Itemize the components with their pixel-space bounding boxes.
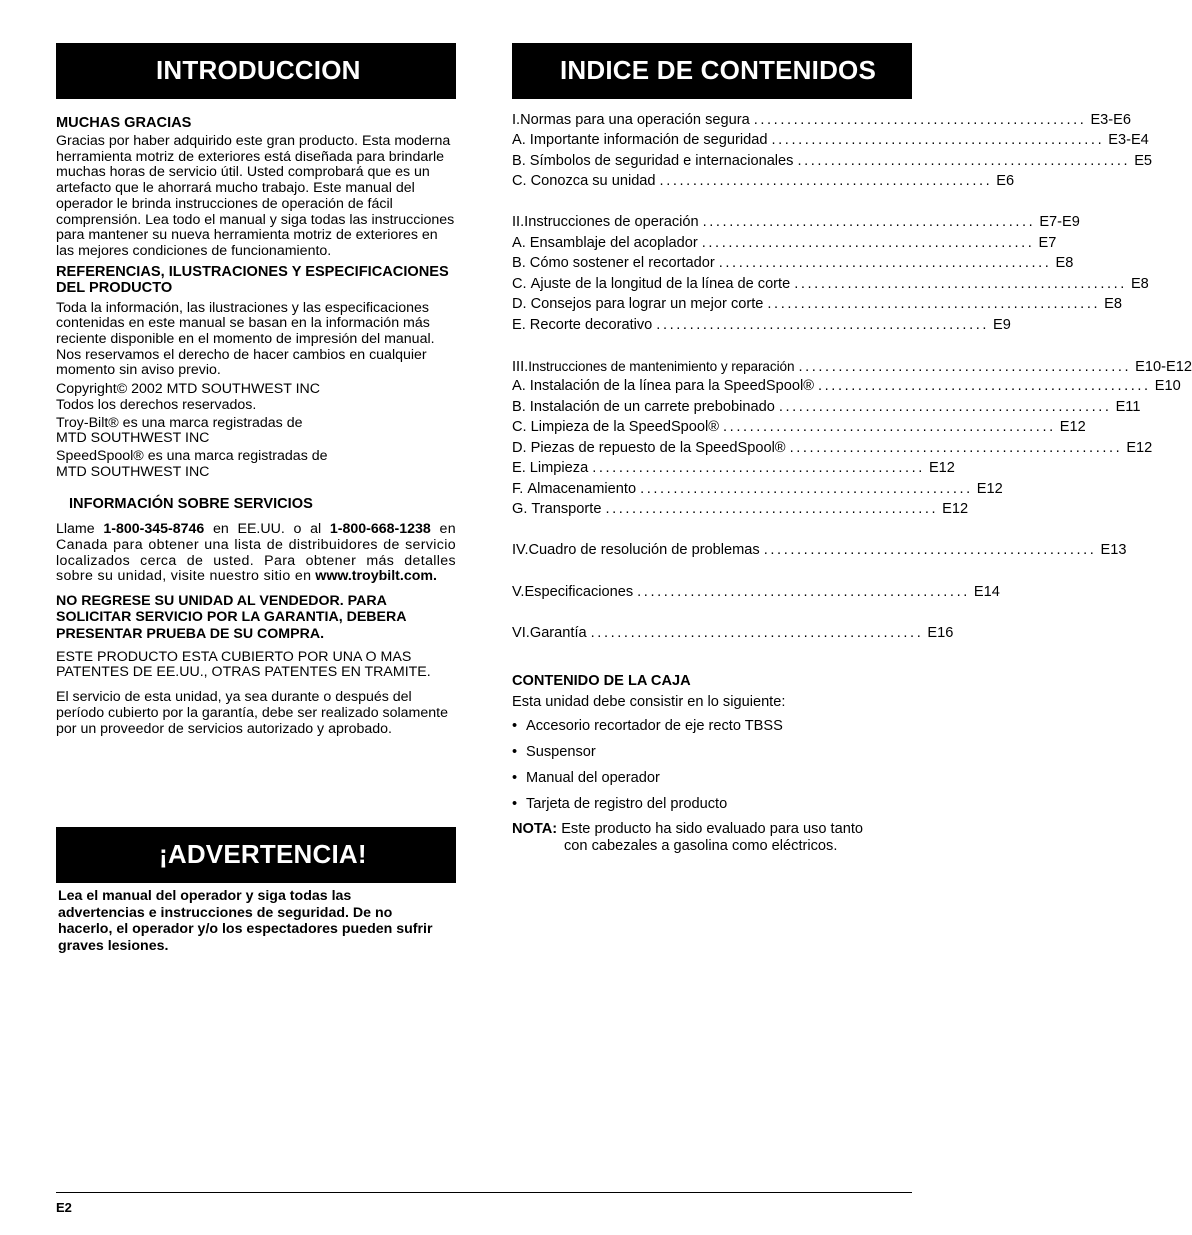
toc-entry-letter: E. [512,317,526,333]
toc-leader-dots: .................................................. [590,625,924,641]
toc-entry-letter: G. [512,501,528,517]
service-heading: INFORMACIÓN SOBRE SERVICIOS [69,496,313,513]
toc-entry [512,419,1086,438]
toc-entry-number: V. [512,584,525,600]
toc-entry-letter: A. [512,132,526,148]
toc-entry-page: E13 [1100,542,1127,558]
service-body [56,522,456,585]
speedspool-trademark [56,449,456,480]
toc-entry-label: Almacenamiento [527,481,637,497]
toc-entry-label: Recorte decorativo [529,317,653,333]
toc-leader-dots: .................................................. [605,501,939,517]
toc-entry-page: E7 [1038,235,1057,251]
toc-entry [512,542,1127,561]
list-item [512,796,912,813]
toc-entry [512,481,1003,500]
toc-entry [512,132,1149,151]
advertencia-section [56,827,456,883]
toc-entry-letter: A. [512,235,526,251]
toc-entry [512,235,1057,254]
bullet-icon: • [512,744,518,760]
toc-entry-page: E3-E4 [1108,132,1149,148]
toc-entry [512,214,1080,233]
toc-entry [512,399,1141,418]
troybilt-trademark [56,416,456,447]
toc-entry-page: E8 [1130,276,1149,292]
toc-entry-number: III. [512,359,529,375]
toc-entry [512,173,1015,192]
toc-entry-page: E6 [996,173,1015,189]
toc-entry-letter: C. [512,173,527,189]
note-line1: Este producto ha sido evaluado para uso tanto [561,821,864,837]
toc-entry-label: Normas para una operación segura [520,112,750,128]
toc-leader-dots: .................................................. [718,255,1052,271]
toc-entry-page: E8 [1104,296,1122,312]
toc-entry-label: Cuadro de resolución de problemas [528,542,760,558]
toc-entry-page: E9 [993,317,1011,333]
toc-entry-page: E12 [1126,440,1153,456]
bullet-icon: • [512,718,518,734]
note-line2: con cabezales a gasolina como eléctricos. [564,838,838,854]
toc-entry-page: E12 [942,501,969,517]
thanks-body: Gracias por haber adquirido este gran producto. Esta moderna herramienta motriz de exteriores está diseñada para brindarle muchas horas de servicio útil. Usted comprobará que es un artefacto que le ahorrará mucho trabajo. Este manual del operador le brinda instrucciones de operación de fácil comprensión. Lea todo el manual y siga todas las instrucciones para mantener su nueva herramienta motriz de exteriores en las mejores condiciones de funcionamiento. [56,133,455,259]
copyright-text: Copyright© 2002 MTD SOUTHWEST INC [56,381,321,398]
toc-leader-dots: .................................................. [797,153,1131,169]
toc-entry-label: Garantía [529,625,587,641]
toc-entry-label: Instalación de un carrete prebobinado [529,399,775,415]
toc-entry [512,440,1153,459]
toc-entry-page: E5 [1134,153,1153,169]
toc-leader-dots: .................................................. [789,440,1123,456]
toc-entry-label: Instrucciones de operación [524,214,699,230]
toc-entry-page: E8 [1055,255,1074,271]
toc-entry [512,153,1153,172]
toc-entry-page: E14 [973,584,1000,600]
advertencia-banner: ¡ADVERTENCIA! [56,827,456,883]
toc-leader-dots: .................................................. [592,460,925,476]
toc-leader-dots: .................................................. [702,214,1036,230]
toc-leader-dots: .................................................. [640,481,973,497]
toc-entry-label: Consejos para lograr un mejor corte [530,296,764,312]
note-label: NOTA: [512,821,558,837]
toc-entry-page: E12 [928,460,955,476]
toc-entry [512,296,1122,315]
troybilt-line1: Troy-Bilt® es una marca registradas de [56,414,303,431]
toc-entry [512,378,1181,397]
toc-entry-page: E7-E9 [1039,214,1080,230]
toc-entry-label: Símbolos de seguridad e internacionales [529,153,794,169]
introduccion-banner: INTRODUCCION [56,43,456,99]
bullet-icon: • [512,796,518,812]
toc-entry-label: Cómo sostener el recortador [529,255,715,271]
toc-entry [512,625,954,644]
toc-entry-letter: C. [512,419,527,435]
toc-leader-dots: .................................................. [656,317,990,333]
service-notice: El servicio de esta unidad, ya sea durante o después del período cubierto por la garantía, debe ser realizado solamente por un proveedor de servicios autorizado y aprobado. [56,689,448,737]
list-item [512,744,912,761]
toc-entry-page: E10-E12 [1135,359,1192,375]
list-item [512,718,912,735]
toc-entry-label: Especificaciones [524,584,634,600]
toc-entry-label: Instalación de la línea para la SpeedSpool® [529,378,814,394]
toc-entry-page: E12 [1059,419,1086,435]
toc-leader-dots: .................................................. [771,132,1105,148]
rights-text: Todos los derechos reservados. [56,396,257,413]
toc-entry-number: II. [512,214,525,230]
service-mid: en EE.UU. o al [213,521,322,538]
toc-entry-letter: B. [512,399,526,415]
toc-entry-letter: B. [512,153,526,169]
box-items [512,718,912,813]
refs-heading: REFERENCIAS, ILUSTRACIONES Y ESPECIFICACIONES DEL PRODUCTO [56,263,449,296]
box-item-label: Tarjeta de registro del producto [526,796,728,812]
service-phone-us: 1-800-345-8746 [103,521,205,538]
return-notice: NO REGRESE SU UNIDAD AL VENDEDOR. PARA SOLICITAR SERVICIO POR LA GARANTIA, DEBERA PRESENTAR PRUEBA DE SU COMPRA. [56,593,406,642]
toc-entry-page: E10 [1154,378,1181,394]
toc-leader-dots: .................................................. [659,173,993,189]
box-intro: Esta unidad debe consistir en lo siguiente: [512,694,786,710]
warning-text: Lea el manual del operador y siga todas las advertencias e instrucciones de seguridad. De no hacerlo, el operador y/o los espectadores pueden sufrir graves lesiones. [58,888,433,954]
toc-entry-letter: D. [512,440,527,456]
thanks-heading: MUCHAS GRACIAS [56,115,192,131]
toc-entry [512,276,1149,295]
toc-leader-dots: .................................................. [817,378,1151,394]
toc-entry-number: VI. [512,625,530,641]
toc-entry-label: Importante información de seguridad [529,132,768,148]
toc-entry-page: E16 [927,625,954,641]
toc-leader-dots: .................................................. [778,399,1112,415]
box-item-label: Manual del operador [526,770,660,786]
service-rest: en Canada para obtener una lista de distribuidores de servicio localizados cerca de usted. Para obtener más detalles sobre su unidad, visite nuestro sitio en [56,521,456,585]
toc-leader-dots: .................................................. [798,359,1132,375]
box-item-label: Suspensor [526,744,596,760]
toc-entry-label: Conozca su unidad [530,173,656,189]
toc-entry-page: E3-E6 [1090,112,1131,128]
toc-entry-letter: E. [512,460,526,476]
troybilt-line2: MTD SOUTHWEST INC [56,430,210,447]
service-call: Llame [56,521,95,538]
indice-section [512,43,912,99]
toc-leader-dots: .................................................. [767,296,1101,312]
toc-entry-label: Instrucciones de mantenimiento y reparación [528,359,795,374]
toc-leader-dots: .................................................. [753,112,1087,128]
service-url: www.troybilt.com. [315,568,437,585]
indice-banner: INDICE DE CONTENIDOS [512,43,912,99]
toc-entry-label: Limpieza de la SpeedSpool® [530,419,720,435]
toc-entry-letter: A. [512,378,526,394]
page-number: E2 [56,1200,72,1215]
toc-entry [512,359,1192,377]
toc-leader-dots: .................................................. [637,584,970,600]
copyright-line [56,382,456,413]
patent-notice: ESTE PRODUCTO ESTA CUBIERTO POR UNA O MAS PATENTES DE EE.UU., OTRAS PATENTES EN TRAMITE. [56,648,431,681]
toc-leader-dots: .................................................. [794,276,1127,292]
toc-entry [512,317,1011,336]
toc-entry-letter: D. [512,296,527,312]
toc-entry-letter: C. [512,276,527,292]
toc-leader-dots: .................................................. [763,542,1097,558]
box-note [512,821,912,855]
toc-entry [512,460,955,479]
box-contents-section [512,673,912,855]
toc-entry-label: Piezas de repuesto de la SpeedSpool® [530,440,786,456]
box-heading: CONTENIDO DE LA CAJA [512,673,691,689]
toc-leader-dots: .................................................. [723,419,1056,435]
service-phone-ca: 1-800-668-1238 [329,521,431,538]
toc-entry-page: E11 [1115,399,1141,415]
toc-entry [512,584,1000,603]
toc-entry-letter: F. [512,481,524,497]
toc-entry [512,112,1131,131]
speedspool-line1: SpeedSpool® es una marca registradas de [56,447,328,464]
toc-entry-letter: B. [512,255,526,271]
list-item [512,770,912,787]
speedspool-line2: MTD SOUTHWEST INC [56,463,210,480]
toc-entry [512,255,1074,274]
box-item-label: Accesorio recortador de eje recto TBSS [526,718,783,734]
toc-entry-label: Limpieza [529,460,589,476]
toc-leader-dots: .................................................. [701,235,1035,251]
bullet-icon: • [512,770,518,786]
toc-entry-number: IV. [512,542,529,558]
toc-entry-label: Ajuste de la longitud de la línea de corte [530,276,791,292]
toc-entry-number: I. [512,112,521,128]
footer-divider [56,1192,912,1193]
introduccion-section [56,43,456,737]
toc-entry-label: Transporte [531,501,602,517]
toc-entry [512,501,969,520]
toc-entry-page: E12 [976,481,1003,497]
refs-body: Toda la información, las ilustraciones y las especificaciones contenidas en este manual se basan en la información más reciente disponible en el momento de impresión del manual. Nos reservamos el derecho de hacer cambios en cualquier momento sin aviso previo. [56,299,435,379]
toc-entry-label: Ensamblaje del acoplador [529,235,698,251]
